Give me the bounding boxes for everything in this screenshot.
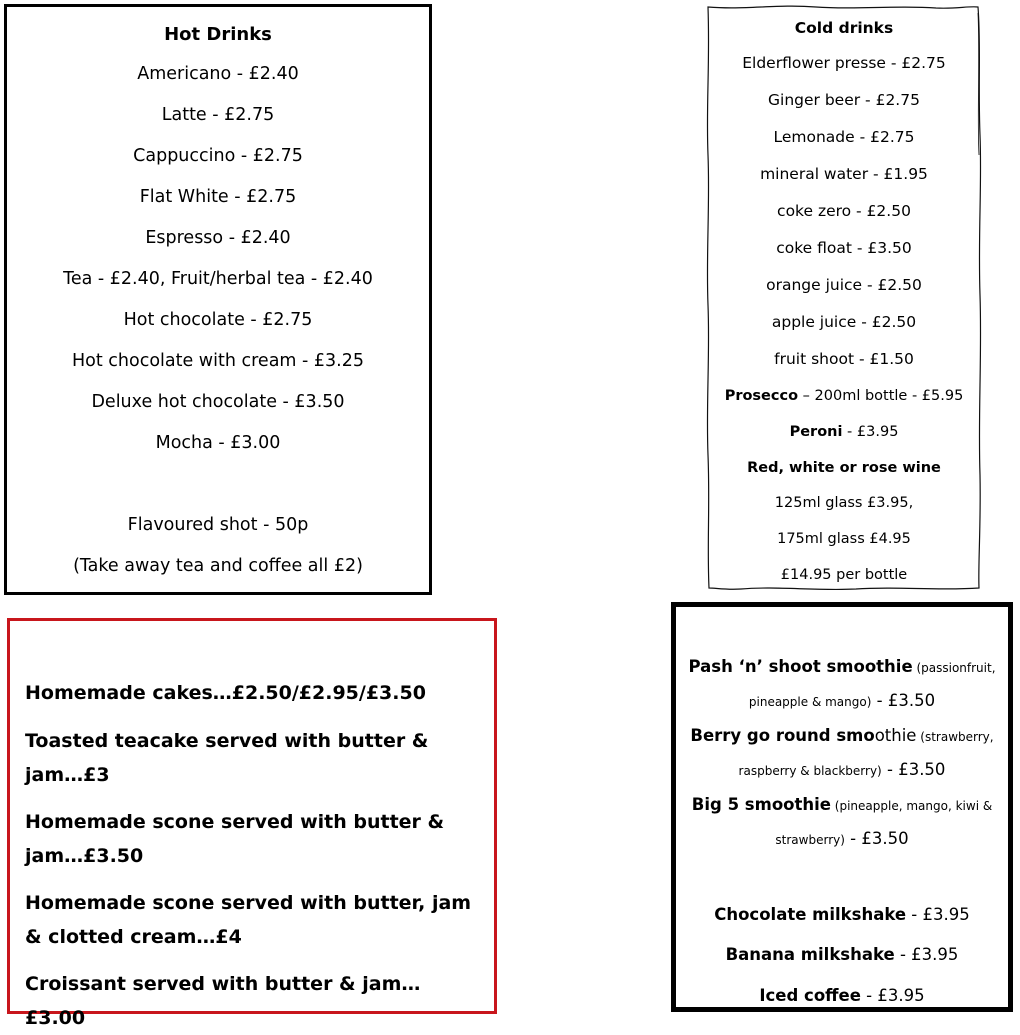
milkshake-price: - £3.95 [906,905,970,924]
pash-ingredients: (passionfruit, [912,661,996,675]
wine-heading [706,457,982,493]
prosecco-detail: – 200ml bottle - £5.95 [798,388,964,404]
menu-item: Elderflower presse - £2.75 [742,54,946,72]
iced-coffee-name: Iced coffee [759,986,861,1005]
hot-drinks-list [7,61,429,594]
menu-item: Croissant served with butter & jam…£3.00 [25,973,421,1029]
menu-item-chocolate-milkshake [676,904,1008,926]
big5-ingredients: (pineapple, mango, kiwi & [830,799,993,813]
hot-drinks-title: Hot Drinks [164,24,272,45]
menu-item: apple juice - £2.50 [771,313,917,331]
hot-drinks-menu [4,4,432,595]
menu-item: Toasted teacake served with butter & jam…£3 [25,730,429,786]
iced-coffee-price: - £3.95 [860,986,925,1005]
menu-item: Hot chocolate with cream - £3.25 [71,351,364,371]
peroni-name: Peroni [789,423,843,440]
pash-name: Pash ‘n’ shoot smoothie [688,657,913,676]
menu-item: coke zero - £2.50 [777,202,911,220]
menu-item: Flat White - £2.75 [139,187,297,207]
big5-price: - £3.50 [844,829,909,848]
pash-ingredients-cont: pineapple & mango) [748,695,872,709]
menu-item: Espresso - £2.40 [145,228,291,248]
berry-price: - £3.50 [881,760,946,779]
menu-item-pash-smoothie [676,655,1008,714]
menu-item: Mocha - £3.00 [155,433,281,453]
menu-item: Ginger beer - £2.75 [768,91,920,109]
milkshake-name: Banana milkshake [725,945,895,964]
takeaway-note: (Take away tea and coffee all £2) [73,556,363,576]
berry-name: Berry go round smo [690,726,875,745]
menu-item: Tea - £2.40, Fruit/herbal tea - £2.40 [63,269,373,289]
menu-item: Flavoured shot - 50p [127,515,309,535]
pash-price: - £3.50 [871,691,936,710]
berry-name-rest: othie [874,726,917,745]
menu-item: Homemade cakes…£2.50/£2.95/£3.50 [25,682,426,704]
cold-drinks-title: Cold drinks [794,19,894,37]
smoothies-menu [671,602,1013,1012]
menu-item: fruit shoot - £1.50 [774,350,914,368]
wine-price-125: 125ml glass £3.95, [774,495,914,512]
menu-item: Homemade scone served with butter, jam & clotted cream…£4 [25,892,472,948]
food-menu [7,618,497,1029]
menu-item: Latte - £2.75 [161,105,275,125]
big5-name: Big 5 smoothie [691,795,831,814]
wine-price-bottle: £14.95 per bottle [780,566,908,583]
menu-item: Lemonade - £2.75 [773,128,915,146]
menu-item: Deluxe hot chocolate - £3.50 [91,392,345,412]
menu-item: Hot chocolate - £2.75 [123,310,313,330]
berry-ingredients-cont: raspberry & blackberry) [738,764,882,778]
menu-item: coke float - £3.50 [776,239,912,257]
menu-item: orange juice - £2.50 [766,276,922,294]
wine-name: Red, white or rose wine [747,459,941,476]
menu-item-banana-milkshake [676,944,1008,966]
menu-item-big5-smoothie [676,793,1008,852]
menu-item-peroni [706,421,982,457]
cold-drinks-list [706,52,982,600]
prosecco-name: Prosecco [724,388,799,404]
cold-drinks-menu [706,5,982,591]
menu-item-berry-smoothie [676,724,1008,783]
big5-ingredients-cont: strawberry) [775,833,845,847]
milkshake-price: - £3.95 [894,945,959,964]
berry-ingredients: (strawberry, [916,730,994,744]
wine-price-175: 175ml glass £4.95 [777,531,911,548]
menu-item-prosecco [706,385,982,421]
menu-item: mineral water - £1.95 [760,165,928,183]
menu-item: Americano - £2.40 [137,64,299,84]
milkshake-name: Chocolate milkshake [714,905,907,924]
menu-item: Homemade scone served with butter & jam…£3.50 [25,811,445,867]
peroni-detail: - £3.95 [842,423,899,440]
menu-item-iced-coffee [676,985,1008,1007]
menu-item: Cappuccino - £2.75 [133,146,303,166]
